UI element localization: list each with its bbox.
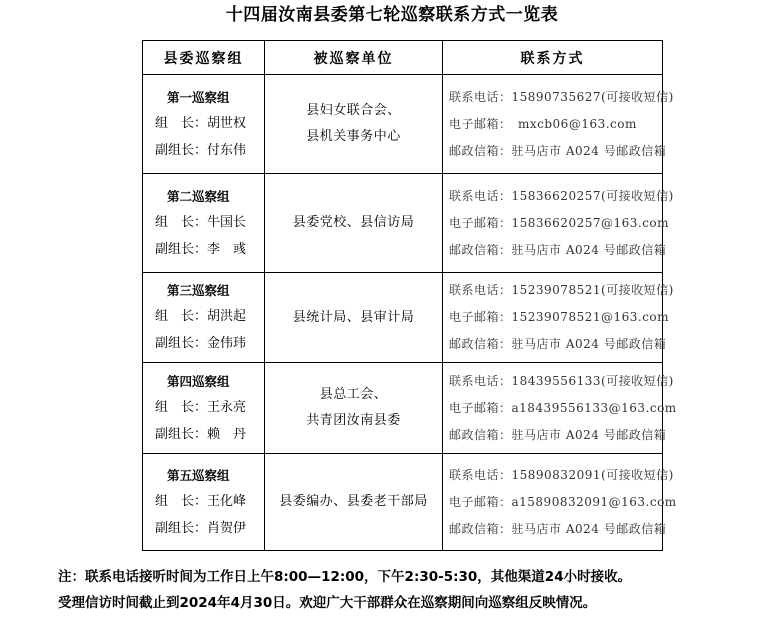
note-line-1: 注：联系电话接听时间为工作日上午8:00—12:00，下午2:30-5:30，其他渠道24小时接收。 <box>58 569 632 585</box>
group-leaders-cell <box>143 363 265 454</box>
contact-phone: 联系电话：18439556133(可接收短信) <box>449 373 674 388</box>
table-row <box>143 454 663 551</box>
group-deputy: 副组长：赖 丹 <box>155 426 247 442</box>
inspected-units-cell <box>265 174 443 273</box>
table-header-row <box>143 41 663 75</box>
note-line-2: 受理信访时间截止到2024年4月30日。欢迎广大干部群众在巡察期间向巡察组反映情况。 <box>58 595 597 611</box>
group-leader: 组 长：胡洪起 <box>155 309 247 324</box>
group-deputy: 副组长：李 彧 <box>155 241 247 257</box>
group-name: 第二巡察组 <box>167 188 230 204</box>
contact-cell <box>443 75 674 174</box>
contact-cell <box>443 454 677 551</box>
table-row <box>143 174 663 273</box>
contact-mailbox: 邮政信箱：驻马店市 A024 号邮政信箱 <box>449 427 667 442</box>
document-title: 十四届汝南县委第七轮巡察联系方式一览表 <box>225 5 559 25</box>
group-name: 第五巡察组 <box>167 467 230 483</box>
group-name: 第一巡察组 <box>167 89 230 105</box>
group-leaders-cell <box>143 75 265 174</box>
contact-email: 电子邮箱：a18439556133@163.com <box>449 400 677 415</box>
contact-phone: 联系电话：15890832091(可接收短信) <box>449 467 674 482</box>
contact-cell <box>443 363 677 454</box>
contact-mailbox: 邮政信箱：驻马店市 A024 号邮政信箱 <box>449 143 667 158</box>
contact-mailbox: 邮政信箱：驻马店市 A024 号邮政信箱 <box>449 337 667 351</box>
group-name: 第三巡察组 <box>167 283 230 298</box>
group-leader: 组 长：王永亮 <box>155 399 247 415</box>
group-deputy: 副组长：金伟玮 <box>155 336 247 351</box>
group-deputy: 副组长：肖贺伊 <box>155 520 247 536</box>
contact-mailbox: 邮政信箱：驻马店市 A024 号邮政信箱 <box>449 521 667 536</box>
contact-email: 电子邮箱：15239078521@163.com <box>449 310 670 324</box>
header-units: 被巡察单位 <box>265 41 443 75</box>
table-row <box>143 363 663 454</box>
group-leaders-cell <box>143 454 265 551</box>
inspected-unit: 县总工会、 <box>319 387 388 402</box>
inspected-unit: 县委编办、县委老干部局 <box>279 494 428 509</box>
contact-phone: 联系电话：15239078521(可接收短信) <box>449 283 674 297</box>
group-leader: 组 长：牛国长 <box>155 214 247 230</box>
header-contact: 联系方式 <box>443 41 663 75</box>
inspected-unit: 县统计局、县审计局 <box>292 309 415 325</box>
contact-email: 电子邮箱：15836620257@163.com <box>449 215 670 230</box>
inspected-unit: 县机关事务中心 <box>306 129 401 144</box>
group-leaders-cell <box>143 174 265 273</box>
contact-mailbox: 邮政信箱：驻马店市 A024 号邮政信箱 <box>449 242 667 257</box>
table-row <box>143 75 663 174</box>
inspected-units-cell <box>265 273 443 363</box>
inspected-unit: 县委党校、县信访局 <box>292 215 415 230</box>
contact-email: 电子邮箱：a15890832091@163.com <box>449 494 677 509</box>
group-deputy: 副组长：付东伟 <box>155 142 247 158</box>
group-name: 第四巡察组 <box>167 373 230 389</box>
group-leaders-cell <box>143 273 265 363</box>
inspected-unit: 县妇女联合会、 <box>306 103 401 118</box>
group-leader: 组 长：胡世权 <box>155 115 247 131</box>
contact-email: 电子邮箱： mxcb06@163.com <box>449 116 637 131</box>
group-leader: 组 长：王化峰 <box>155 493 247 509</box>
contact-cell <box>443 273 674 363</box>
inspected-units-cell <box>265 454 443 551</box>
inspected-unit: 共青团汝南县委 <box>306 413 401 428</box>
inspection-contact-table <box>142 40 677 551</box>
inspected-units-cell <box>265 363 443 454</box>
contact-cell <box>443 174 674 273</box>
header-group: 县委巡察组 <box>143 41 265 75</box>
table-row <box>143 273 663 363</box>
inspected-units-cell <box>265 75 443 174</box>
contact-phone: 联系电话：15890735627(可接收短信) <box>449 89 674 104</box>
contact-phone: 联系电话：15836620257(可接收短信) <box>449 188 674 203</box>
